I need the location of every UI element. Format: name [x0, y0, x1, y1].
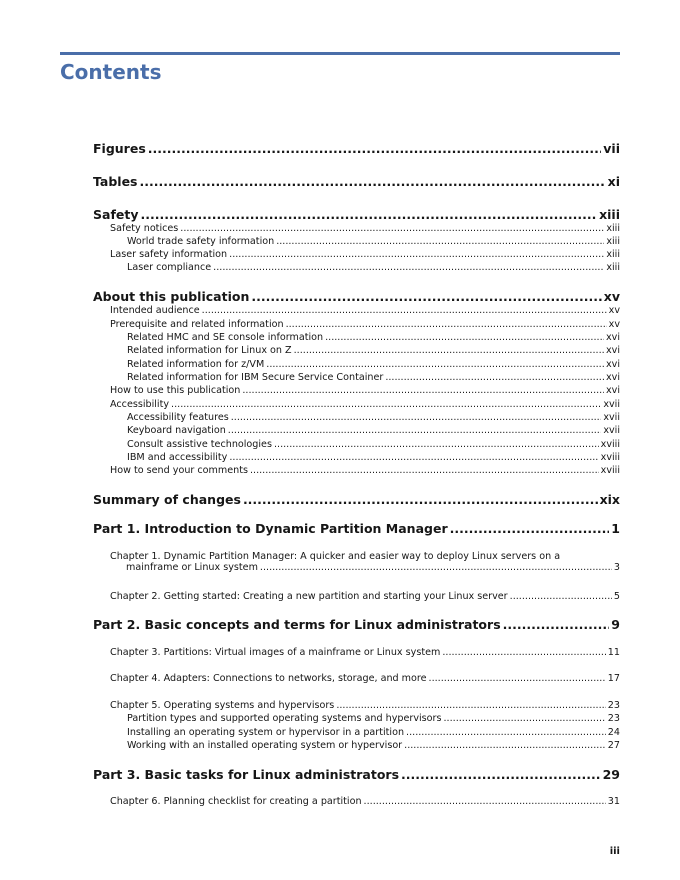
toc-entry-assistive-technologies[interactable]: Consult assistive technologies ..... xviii: [127, 439, 620, 450]
toc-entry-chapter-3[interactable]: Chapter 3. Partitions: Virtual images of a mainframe or Linux system ..... 11: [110, 647, 620, 658]
toc-entry-ibm-accessibility[interactable]: IBM and accessibility ..... xviii: [127, 452, 620, 463]
toc-entry-laser-safety[interactable]: Laser safety information ..... xiii: [110, 249, 620, 260]
toc-entry-installing-os[interactable]: Installing an operating system or hypervisor in a partition ..... 24: [127, 727, 620, 738]
toc-entry-chapter-1-cont: mainframe or Linux system ..... 3: [110, 562, 620, 573]
toc-entry-part-1[interactable]: Part 1. Introduction to Dynamic Partition Manager ..... 1: [93, 521, 620, 536]
toc-entry-working-installed-os[interactable]: Working with an installed operating system or hypervisor ..... 27: [127, 740, 620, 751]
toc-entry-chapter-1[interactable]: Chapter 1. Dynamic Partition Manager: A quicker and easier way to deploy Linux servers on a mainframe or Linux system ..... 3: [110, 551, 620, 573]
toc-entry-laser-compliance[interactable]: Laser compliance ..... xiii: [127, 262, 620, 273]
toc-entry-zvm[interactable]: Related information for z/VM ..... xvi: [127, 359, 620, 370]
toc-entry-accessibility-features[interactable]: Accessibility features ..... xvii: [127, 412, 620, 423]
toc-entry-safety[interactable]: Safety ..... xiii: [93, 207, 620, 222]
toc-entry-linux-on-z[interactable]: Related information for Linux on Z ..... xvi: [127, 345, 620, 356]
toc-entry-figures[interactable]: Figures ..... vii: [93, 141, 620, 156]
toc-entry-hmc-se[interactable]: Related HMC and SE console information ..... xvi: [127, 332, 620, 343]
toc-entry-chapter-5[interactable]: Chapter 5. Operating systems and hypervisors ..... 23: [110, 700, 620, 711]
toc-entry-tables[interactable]: Tables ..... xi: [93, 174, 620, 189]
toc-entry-accessibility[interactable]: Accessibility ..... xvii: [110, 399, 620, 410]
toc-entry-summary-of-changes[interactable]: Summary of changes ..... xix: [93, 492, 620, 507]
toc-entry-send-comments[interactable]: How to send your comments ..... xviii: [110, 465, 620, 476]
toc-entry-world-trade-safety[interactable]: World trade safety information ..... xiii: [127, 236, 620, 247]
toc-entry-safety-notices[interactable]: Safety notices ..... xiii: [110, 223, 620, 234]
toc-entry-chapter-4[interactable]: Chapter 4. Adapters: Connections to networks, storage, and more ..... 17: [110, 673, 620, 684]
toc-entry-chapter-6[interactable]: Chapter 6. Planning checklist for creating a partition ..... 31: [110, 796, 620, 807]
toc-entry-prerequisite[interactable]: Prerequisite and related information ..... xv: [110, 319, 620, 330]
toc-entry-how-to-use[interactable]: How to use this publication ..... xvi: [110, 385, 620, 396]
toc-entry-part-2[interactable]: Part 2. Basic concepts and terms for Linux administrators ..... 9: [93, 617, 620, 632]
toc-entry-about[interactable]: About this publication ..... xv: [93, 289, 620, 304]
toc-entry-chapter-2[interactable]: Chapter 2. Getting started: Creating a new partition and starting your Linux server ..... 5: [110, 591, 620, 602]
page-title: Contents: [60, 60, 162, 84]
toc-entry-keyboard-navigation[interactable]: Keyboard navigation ..... xvii: [127, 425, 620, 436]
toc-entry-secure-service-container[interactable]: Related information for IBM Secure Service Container ..... xvi: [127, 372, 620, 383]
page-number: iii: [609, 846, 620, 857]
toc-entry-partition-types[interactable]: Partition types and supported operating systems and hypervisors ..... 23: [127, 713, 620, 724]
title-rule: [60, 52, 620, 55]
toc-entry-part-3[interactable]: Part 3. Basic tasks for Linux administrators ..... 29: [93, 767, 620, 782]
toc-entry-intended-audience[interactable]: Intended audience ..... xv: [110, 305, 620, 316]
